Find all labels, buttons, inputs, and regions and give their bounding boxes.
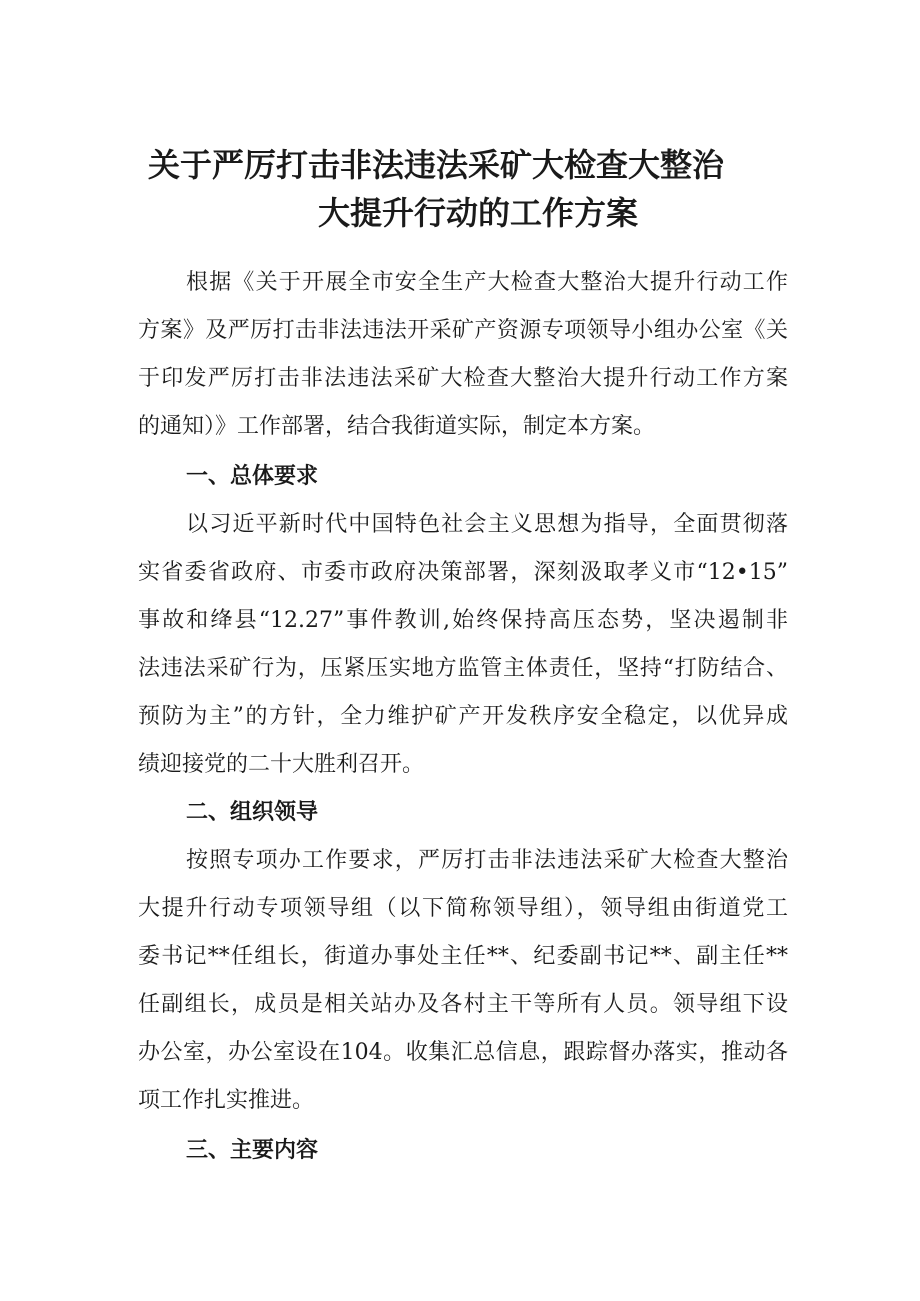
section-1-line: 绩迎接党的二十大胜利召开。 xyxy=(138,752,425,777)
section-1-heading: 一、总体要求 xyxy=(186,464,319,489)
section-2-line: 办公室，办公室设在104。收集汇总信息，跟踪督办落实，推动各 xyxy=(138,1040,788,1065)
intro-line: 根据《关于开展全市安全生产大检查大整治大提升行动工作 xyxy=(186,270,788,295)
section-1-line: 法违法采矿行为，压紧压实地方监管主体责任，坚持“打防结合、 xyxy=(138,656,788,681)
section-1-line: 实省委省政府、市委市政府决策部署，深刻汲取孝义市“12•15” xyxy=(138,560,788,585)
section-2-line: 任副组长，成员是相关站办及各村主干等所有人员。领导组下设 xyxy=(138,992,788,1017)
section-1-line: 预防为主”的方针，全力维护矿产开发秩序安全稳定，以优异成 xyxy=(138,704,788,729)
section-2-line: 按照专项办工作要求，严厉打击非法违法采矿大检查大整治 xyxy=(186,848,788,873)
document-title-line-2: 大提升行动的工作方案 xyxy=(318,194,639,232)
intro-line: 的通知）》工作部署，结合我街道实际，制定本方案。 xyxy=(138,414,656,439)
section-3-heading: 三、主要内容 xyxy=(186,1138,319,1163)
section-2-heading: 二、组织领导 xyxy=(186,800,319,825)
intro-line: 于印发严厉打击非法违法采矿大检查大整治大提升行动工作方案 xyxy=(138,366,788,391)
section-2-line: 大提升行动专项领导组（以下简称领导组），领导组由街道党工 xyxy=(138,896,788,921)
section-1-line: 以习近平新时代中国特色社会主义思想为指导，全面贯彻落 xyxy=(186,512,788,537)
intro-line: 方案》及严厉打击非法违法开采矿产资源专项领导小组办公室《关 xyxy=(138,318,788,343)
section-1-line: 事故和绛县“12.27”事件教训,始终保持高压态势，坚决遏制非 xyxy=(138,608,788,633)
document-title-line-1: 关于严厉打击非法违法采矿大检查大整治 xyxy=(148,146,725,184)
section-2-line: 项工作扎实推进。 xyxy=(138,1088,315,1113)
section-2-line: 委书记**任组长，街道办事处主任**、纪委副书记**、副主任** xyxy=(138,944,788,969)
